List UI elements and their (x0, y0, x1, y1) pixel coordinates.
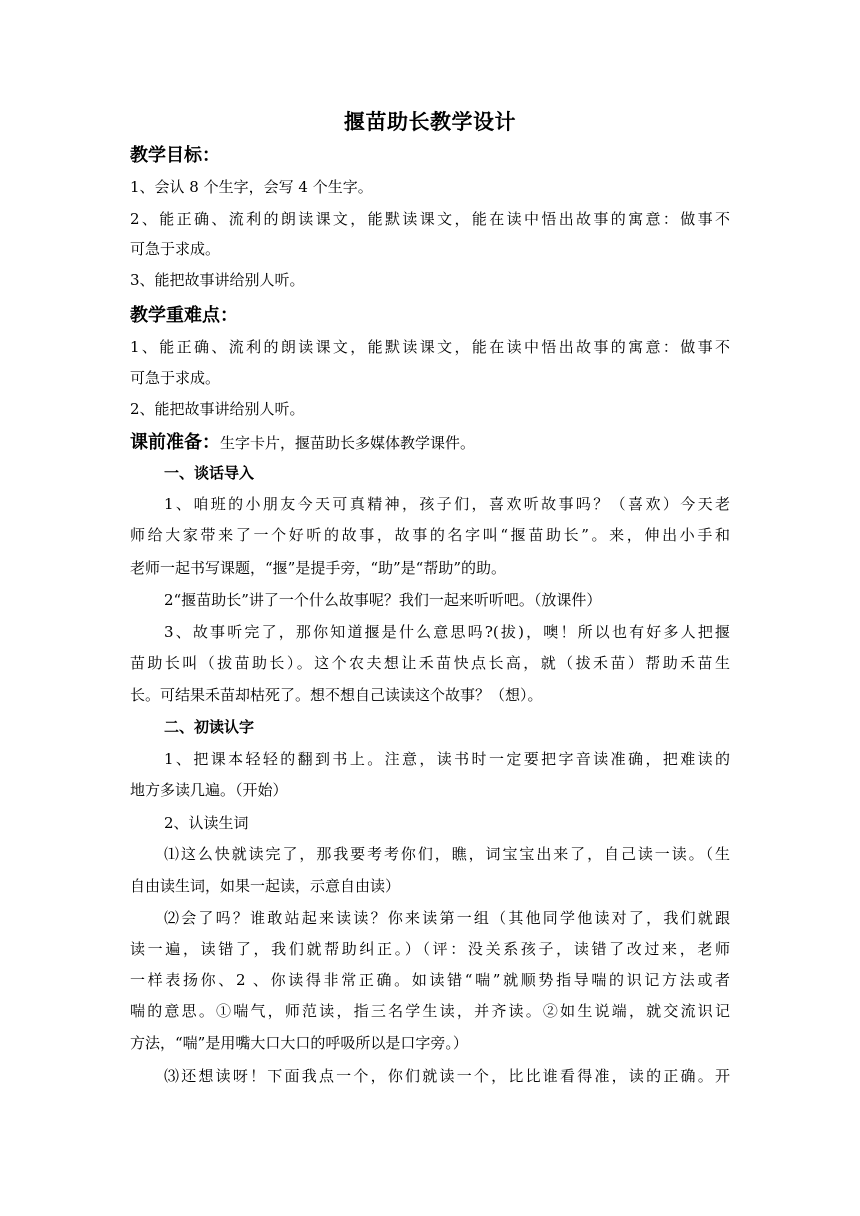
section2-line: 自由读生词，如果一起读，示意自由读） (130, 877, 401, 895)
section2-line: 1、把课本轻轻的翻到书上。注意，读书时一定要把字音读准确，把难读的 (164, 750, 730, 768)
keypoints-line: 可急于求成。 (130, 369, 221, 387)
goals-heading: 教学目标： (130, 145, 220, 166)
section2-line: 方法，“喘”是用嘴大口大口的呼吸所以是口字旁。） (130, 1034, 468, 1052)
section2-line: ⑵会了吗？谁敢站起来读读？你来读第一组（其他同学他读对了，我们就跟 (164, 909, 730, 927)
document-title: 揠苗助长教学设计 (344, 110, 516, 134)
prep-label: 课前准备： (130, 432, 220, 453)
goals-line: 可急于求成。 (130, 240, 221, 258)
section1-line: 师给大家带来了一个好听的故事，故事的名字叫“揠苗助长”。来，伸出小手和 (130, 526, 730, 544)
keypoints-heading: 教学重难点： (130, 305, 238, 326)
prep-text: 生字卡片，揠苗助长多媒体教学课件。 (220, 434, 476, 452)
section1-line: 1、咱班的小朋友今天可真精神，孩子们，喜欢听故事吗？（喜欢）今天老 (164, 495, 730, 513)
goals-line: 1、会认 8 个生字，会写 4 个生字。 (130, 178, 373, 196)
section2-line: ⑶还想读呀！下面我点一个，你们就读一个，比比谁看得准，读的正确。开 (164, 1067, 730, 1085)
goals-line: 2、能正确、流利的朗读课文，能默读课文，能在读中悟出故事的寓意：做事不 (130, 210, 730, 228)
section2-line: 地方多读几遍。（开始） (130, 781, 288, 799)
section2-line: 读一遍，读错了，我们就帮助纠正。）（评：没关系孩子，读错了改过来，老师 (130, 940, 730, 958)
goals-line: 3、能把故事讲给别人听。 (130, 271, 305, 289)
section1-line: 老师一起书写课题，“揠”是提手旁，“助”是“帮助”的助。 (130, 559, 507, 577)
keypoints-line: 2、能把故事讲给别人听。 (130, 400, 305, 418)
prep-line (130, 430, 730, 456)
section2-line: 喘的意思。①喘气，师范读，指三名学生读，并齐读。②如生说端，就交流识记 (130, 1002, 730, 1020)
section1-line: 长。可结果禾苗却枯死了。想不想自己读读这个故事？（想）。 (130, 686, 543, 704)
section2-line: ⑴这么快就读完了，那我要考考你们，瞧，词宝宝出来了，自己读一读。（生 (164, 845, 730, 863)
section2-heading: 二、初读认字 (164, 718, 255, 736)
section2-line: 一样表扬你、2 、你读得非常正确。如读错“喘”就顺势指导喘的识记方法或者 (130, 971, 730, 989)
section1-heading: 一、谈话导入 (164, 464, 255, 482)
section1-line: 2“揠苗助长”讲了一个什么故事呢？我们一起来听听吧。（放课件） (164, 591, 602, 609)
keypoints-line: 1、能正确、流利的朗读课文，能默读课文，能在读中悟出故事的寓意：做事不 (130, 338, 730, 356)
section2-line: 2、认读生词 (164, 814, 249, 832)
section1-line: 3、故事听完了，那你知道揠是什么意思吗?(拔)，噢！所以也有好多人把揠 (164, 623, 730, 641)
section1-line: 苗助长叫（拔苗助长）。这个农夫想让禾苗快点长高，就（拔禾苗）帮助禾苗生 (130, 654, 730, 672)
